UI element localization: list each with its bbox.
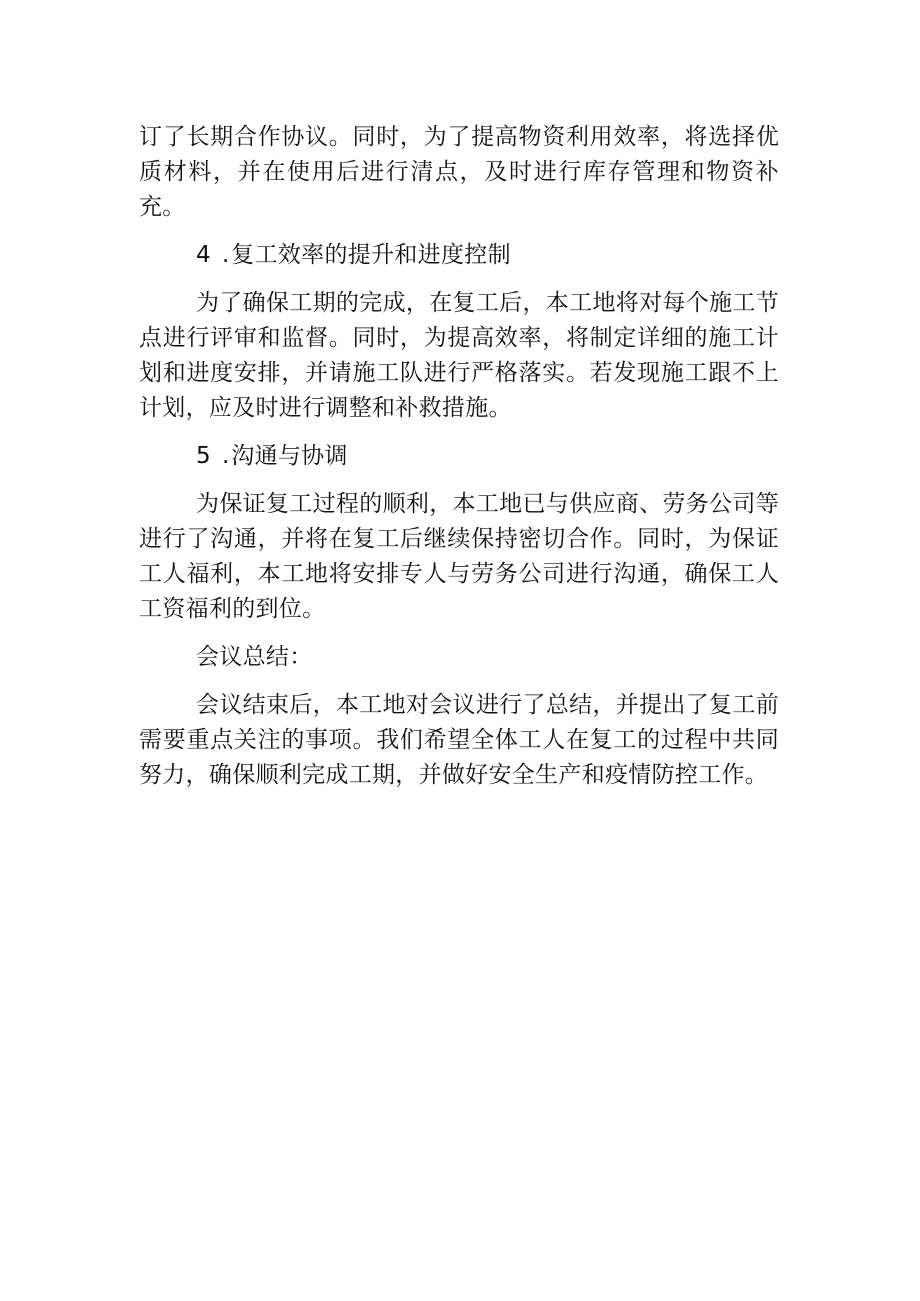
document-page: [139, 120, 779, 793]
section-5-number: 5 .: [196, 443, 232, 469]
section-5-heading: [139, 439, 779, 474]
section-4-heading: [139, 238, 779, 273]
section-4-body: 为了确保工期的完成，在复工后，本工地将对每个施工节点进行评审和监督。同时，为提高效率，将制定详细的施工计划和进度安排，并请施工队进行严格落实。若发现施工跟不上计划，应及时进行调整和补救措施。: [139, 290, 779, 421]
section-5-title: 沟通与协调: [231, 443, 348, 469]
summary-body: 会议结束后，本工地对会议进行了总结，并提出了复工前需要重点关注的事项。我们希望全体工人在复工的过程中共同努力，确保顺利完成工期，并做好安全生产和疫情防控工作。: [139, 692, 779, 788]
section-4-number: 4 .: [196, 242, 232, 268]
continuation-paragraph: 订了长期合作协议。同时，为了提高物资利用效率，将选择优质材料，并在使用后进行清点，及时进行库存管理和物资补充。: [139, 124, 779, 220]
section-4-title: 复工效率的提升和进度控制: [231, 242, 511, 268]
section-5-body: 为保证复工过程的顺利，本工地已与供应商、劳务公司等进行了沟通，并将在复工后继续保持密切合作。同时，为保证工人福利，本工地将安排专人与劳务公司进行沟通，确保工人工资福利的到位。: [139, 491, 779, 622]
summary-heading: 会议总结：: [196, 644, 313, 670]
